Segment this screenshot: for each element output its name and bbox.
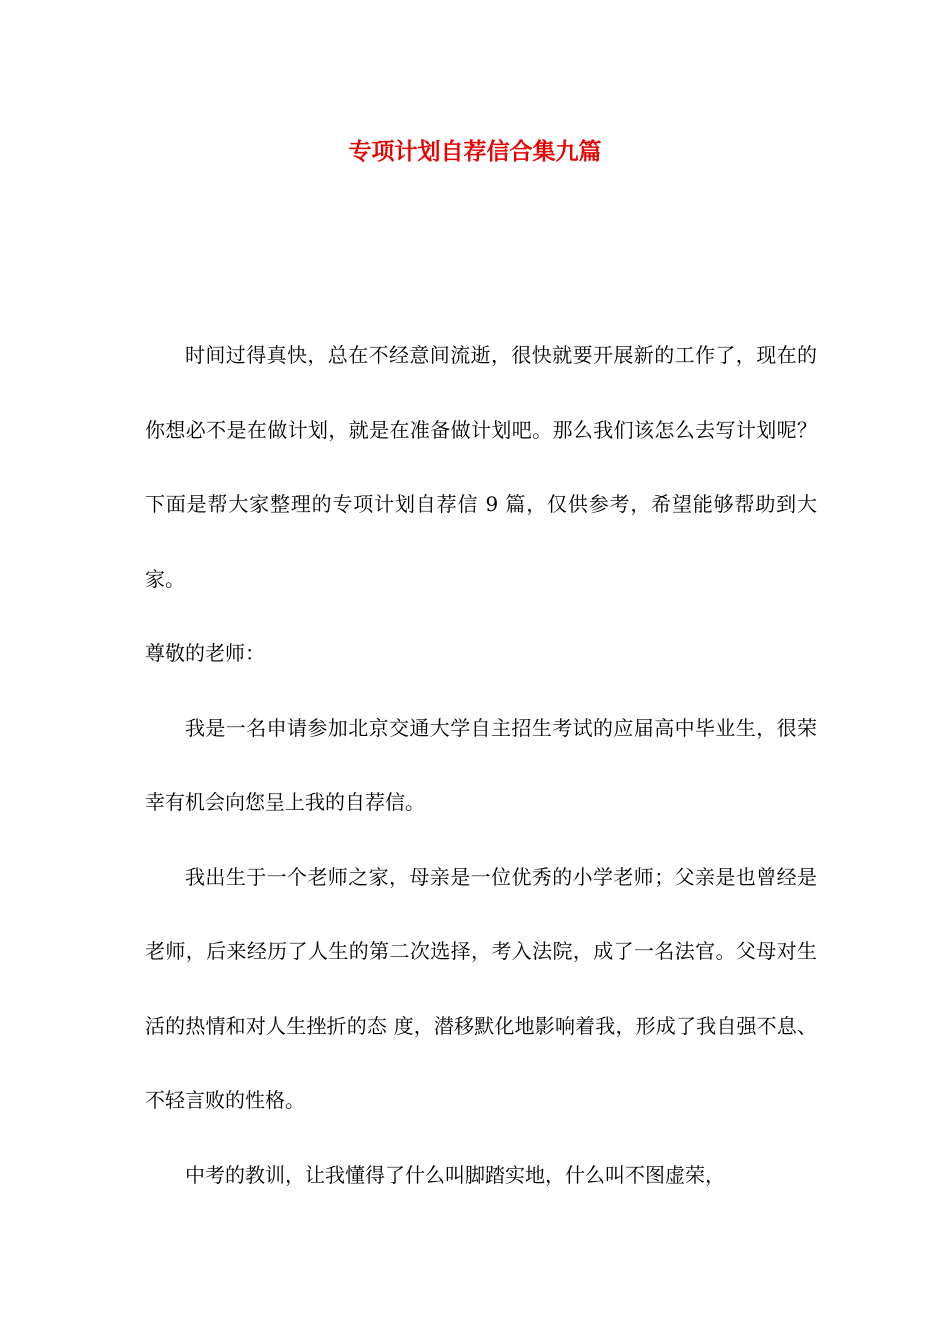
salutation: 尊敬的老师： xyxy=(145,641,265,665)
document-title: 专项计划自荐信合集九篇 xyxy=(348,138,602,165)
document-body xyxy=(145,318,817,1212)
intro-paragraph: 时间过得真快，总在不经意间流逝，很快就要开展新的工作了，现在的你想必不是在做计划，就是在准备做计划吧。那么我们该怎么去写计划呢？下面是帮大家整理的专项计划自荐信 9 篇，仅供参考，希望能够帮助到大家。 xyxy=(145,343,817,591)
body-paragraph: 我出生于一个老师之家，母亲是一位优秀的小学老师；父亲是也曾经是老师，后来经历了人生的第二次选择，考入法院，成了一名法官。父母对生活的热情和对人生挫折的态 度，潜移默化地影响着我，形成了我自强不息、不轻言败的性格。 xyxy=(145,864,817,1112)
body-paragraph: 中考的教训，让我懂得了什么叫脚踏实地，什么叫不图虚荣， xyxy=(185,1162,725,1187)
body-paragraph: 我是一名申请参加北京交通大学自主招生考试的应届高中毕业生，很荣幸有机会向您呈上我的自荐信。 xyxy=(145,715,817,814)
